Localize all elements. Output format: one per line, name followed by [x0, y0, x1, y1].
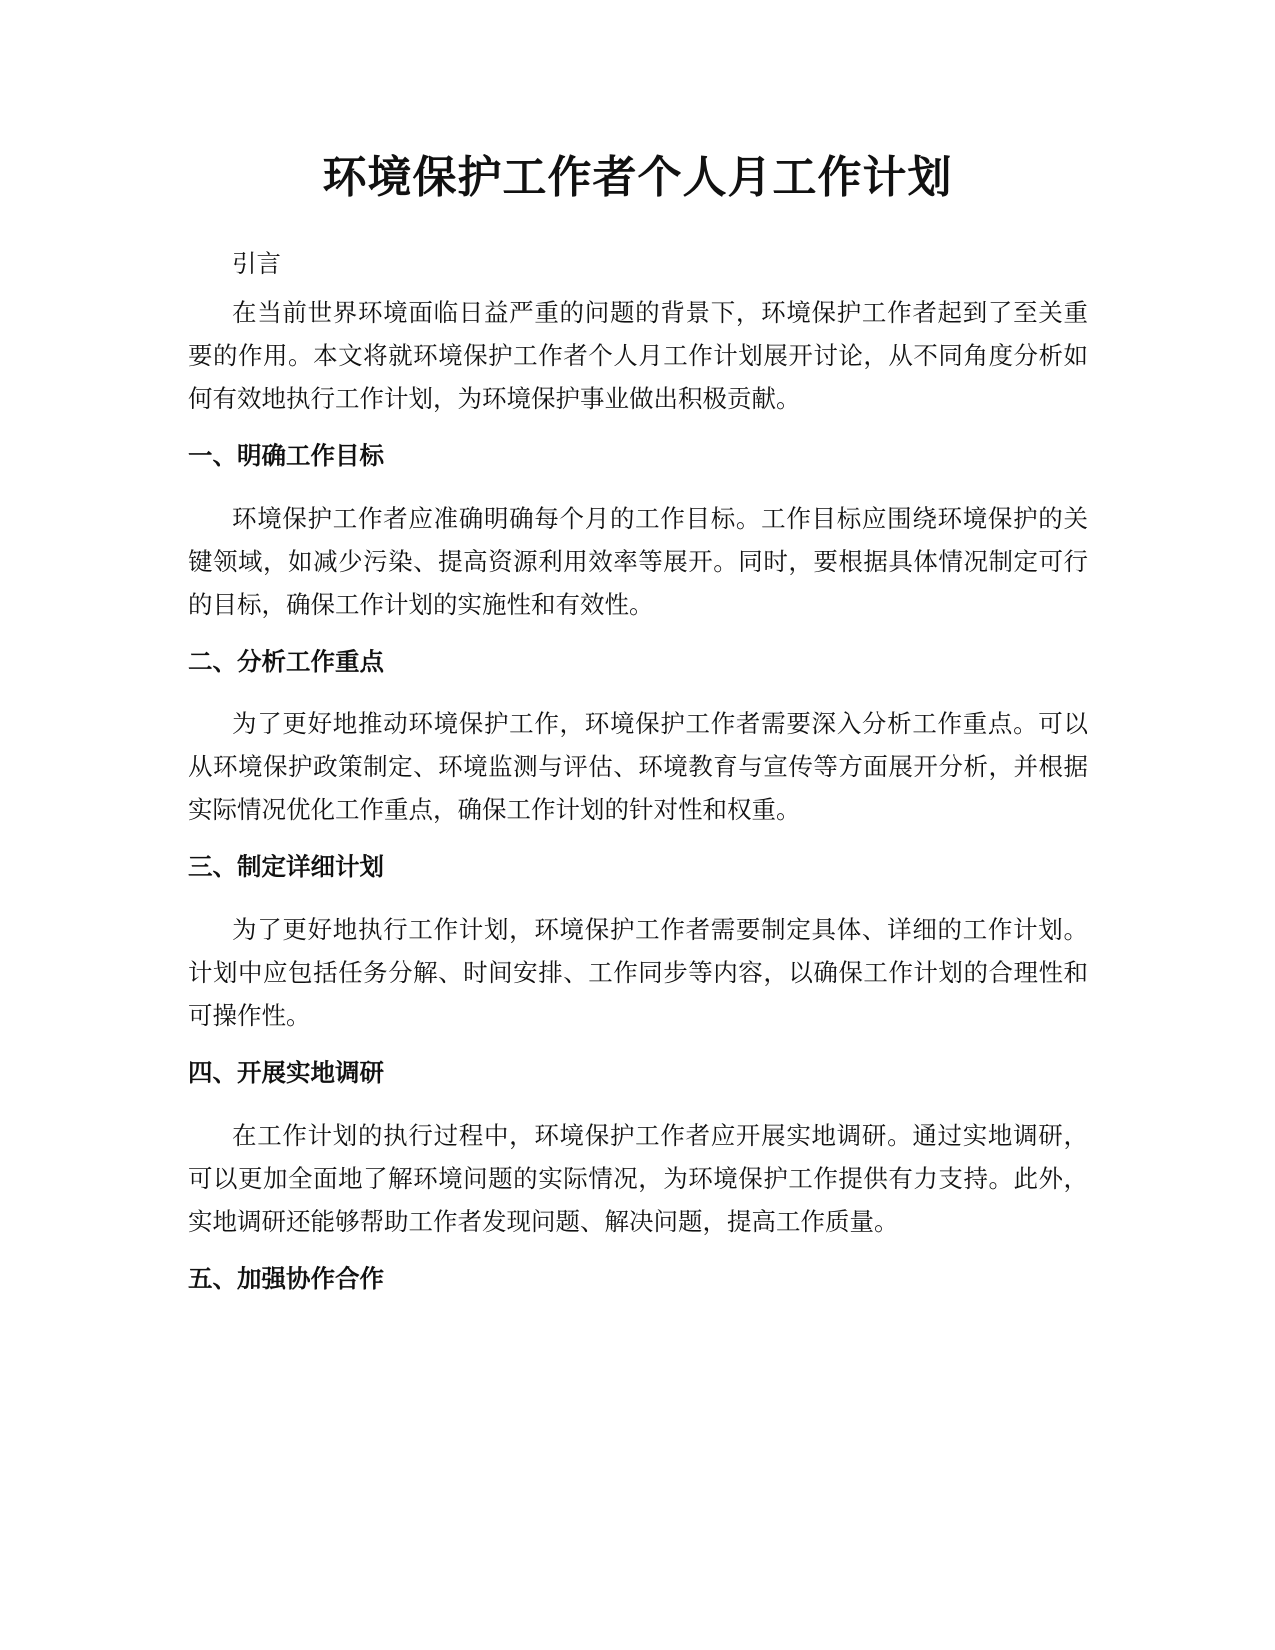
section-body-3: 为了更好地执行工作计划，环境保护工作者需要制定具体、详细的工作计划。计划中应包括任务分解、时间安排、工作同步等内容，以确保工作计划的合理性和可操作性。 [188, 915, 1088, 1030]
section-heading-4: 四、开展实地调研 [188, 1058, 384, 1087]
section-heading-1: 一、明确工作目标 [188, 441, 384, 470]
section-heading-2: 二、分析工作重点 [188, 647, 384, 676]
section-heading-5: 五、加强协作合作 [188, 1264, 384, 1293]
intro-paragraph: 在当前世界环境面临日益严重的问题的背景下，环境保护工作者起到了至关重要的作用。本文将就环境保护工作者个人月工作计划展开讨论，从不同角度分析如何有效地执行工作计划，为环境保护事业做出积极贡献。 [188, 298, 1088, 413]
section-body-4: 在工作计划的执行过程中，环境保护工作者应开展实地调研。通过实地调研，可以更加全面地了解环境问题的实际情况，为环境保护工作提供有力支持。此外，实地调研还能够帮助工作者发现问题、解决问题，提高工作质量。 [188, 1121, 1088, 1236]
section-body-2: 为了更好地推动环境保护工作，环境保护工作者需要深入分析工作重点。可以从环境保护政策制定、环境监测与评估、环境教育与宣传等方面展开分析，并根据实际情况优化工作重点，确保工作计划的针对性和权重。 [188, 709, 1088, 824]
document-title: 环境保护工作者个人月工作计划 [322, 152, 953, 203]
section-body-1: 环境保护工作者应准确明确每个月的工作目标。工作目标应围绕环境保护的关键领域，如减少污染、提高资源利用效率等展开。同时，要根据具体情况制定可行的目标，确保工作计划的实施性和有效性。 [188, 504, 1088, 619]
section-heading-3: 三、制定详细计划 [188, 852, 384, 881]
intro-label: 引言 [232, 249, 281, 278]
